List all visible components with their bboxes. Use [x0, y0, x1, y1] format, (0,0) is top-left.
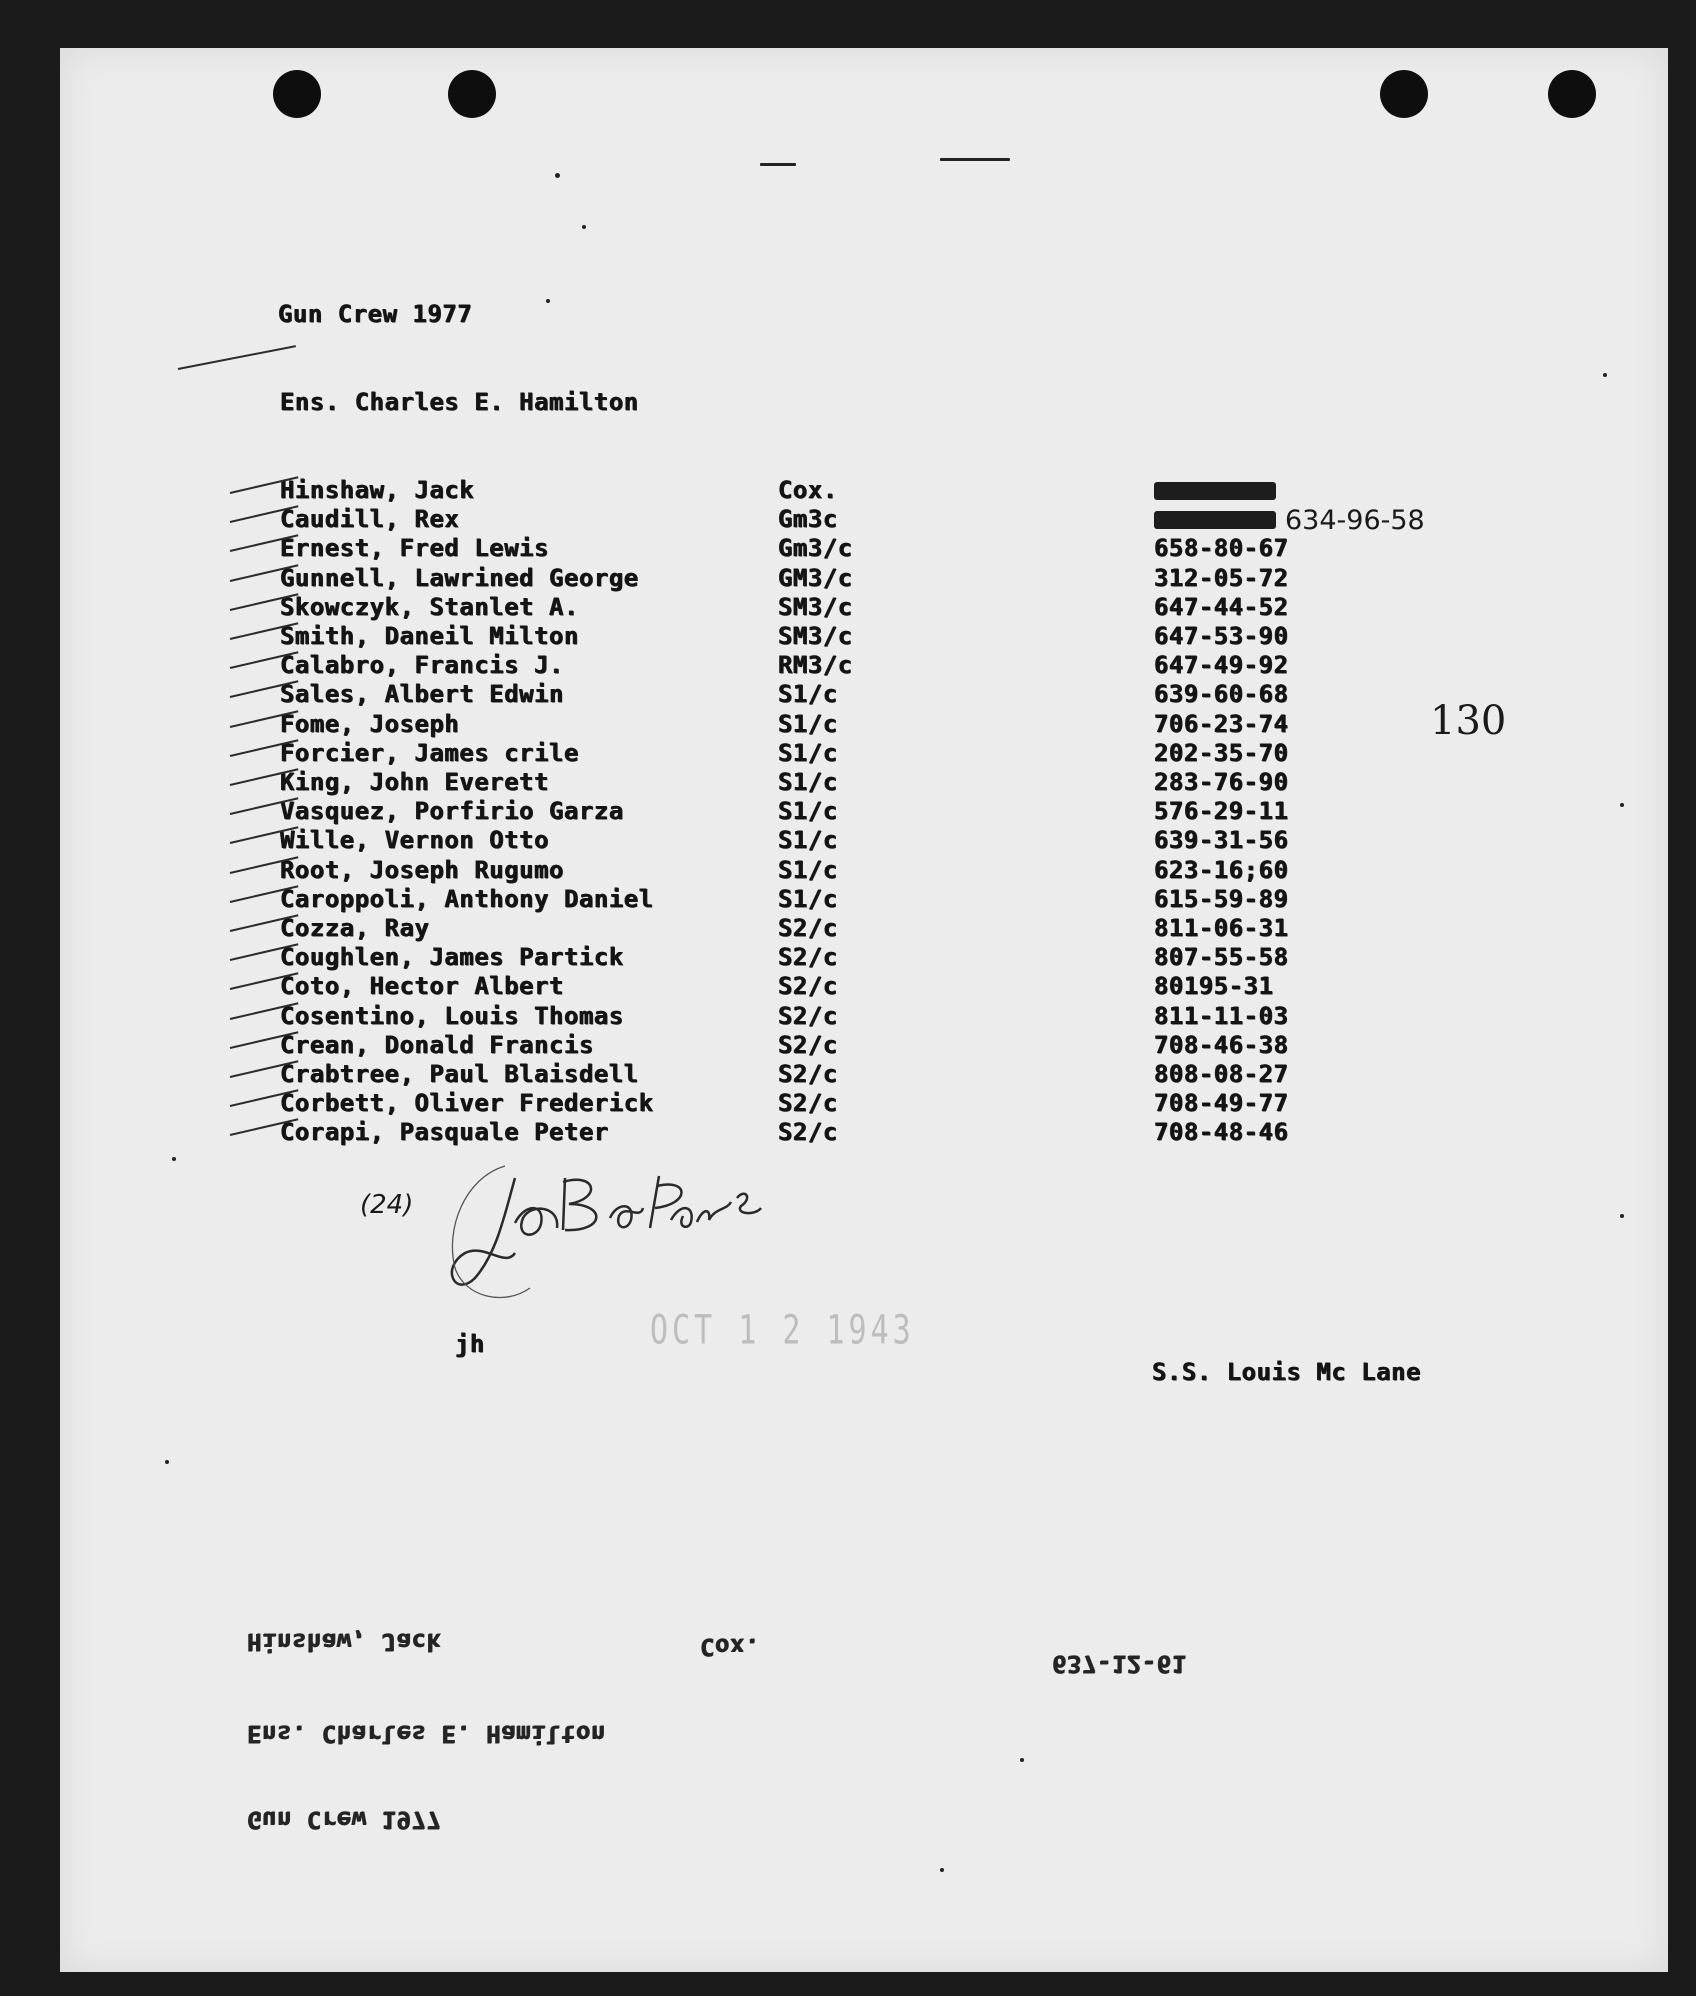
crew-service-number: 647-44-52 — [1154, 593, 1289, 621]
crew-row — [60, 826, 1560, 855]
crew-name: Crean, Donald Francis — [280, 1031, 594, 1059]
crew-rate: S1/c — [778, 826, 838, 854]
offset-line: Hinshaw, Jack — [247, 1628, 442, 1656]
crew-name: Skowczyk, Stanlet A. — [280, 593, 579, 621]
crew-service-number: 811-11-03 — [1154, 1002, 1289, 1030]
crew-service-number: 639-31-56 — [1154, 826, 1289, 854]
crew-service-number: 807-55-58 — [1154, 943, 1289, 971]
crew-name: Caudill, Rex — [280, 505, 460, 533]
offset-line: Gun Crew 1977 — [247, 1806, 442, 1834]
crew-service-number: 80195-31 — [1154, 972, 1274, 1000]
crew-row — [60, 1118, 1560, 1147]
crew-row — [60, 885, 1560, 914]
crew-name: Cozza, Ray — [280, 914, 430, 942]
crew-service-number: 623-16;60 — [1154, 856, 1289, 884]
punch-hole — [448, 70, 496, 118]
crew-name: Corapi, Pasquale Peter — [280, 1118, 609, 1146]
crew-name: King, John Everett — [280, 768, 550, 796]
crew-service-number: 708-49-77 — [1154, 1089, 1289, 1117]
crew-name: Coto, Hector Albert — [280, 972, 565, 1000]
crew-rate: SM3/c — [778, 622, 853, 650]
crew-service-number: 808-08-27 — [1154, 1060, 1289, 1088]
inked-out-number — [1154, 482, 1276, 500]
crew-service-number: 647-49-92 — [1154, 651, 1289, 679]
punch-hole — [1380, 70, 1428, 118]
ship-name: S.S. Louis Mc Lane — [1152, 1358, 1422, 1386]
crew-rate: S2/c — [778, 943, 838, 971]
crew-rate: Gm3/c — [778, 534, 853, 562]
crew-row — [60, 1031, 1560, 1060]
crew-rate: S1/c — [778, 680, 838, 708]
document-title: Gun Crew 1977 — [278, 300, 473, 328]
crew-row — [60, 914, 1560, 943]
officer-name: Ens. Charles E. Hamilton — [280, 388, 639, 416]
crew-row — [60, 622, 1560, 651]
crew-rate: S1/c — [778, 768, 838, 796]
crew-row — [60, 972, 1560, 1001]
crew-rate: S2/c — [778, 1002, 838, 1030]
crew-rate: S1/c — [778, 885, 838, 913]
crew-rate: S1/c — [778, 710, 838, 738]
punch-hole — [1548, 70, 1596, 118]
crew-rate: RM3/c — [778, 651, 853, 679]
crew-name: Root, Joseph Rugumo — [280, 856, 565, 884]
page-number: 130 — [1430, 698, 1507, 744]
crew-service-number: 576-29-11 — [1154, 797, 1289, 825]
crew-name: Hinshaw, Jack — [280, 476, 475, 504]
crew-name: Smith, Daneil Milton — [280, 622, 579, 650]
crew-rate: Cox. — [778, 476, 838, 504]
crew-rate: S2/c — [778, 1060, 838, 1088]
inked-out-number — [1154, 511, 1276, 529]
crew-name: Wille, Vernon Otto — [280, 826, 550, 854]
crew-name: Caroppoli, Anthony Daniel — [280, 885, 654, 913]
crew-rate: S2/c — [778, 1118, 838, 1146]
crew-row — [60, 710, 1560, 739]
crew-name: Corbett, Oliver Frederick — [280, 1089, 654, 1117]
offset-line: Cox. — [700, 1633, 760, 1661]
crew-service-number: 706-23-74 — [1154, 710, 1289, 738]
crew-service-number: 811-06-31 — [1154, 914, 1289, 942]
crew-row — [60, 534, 1560, 563]
crew-service-number: 639-60-68 — [1154, 680, 1289, 708]
crew-rate: Gm3c — [778, 505, 838, 533]
crew-service-number: 658-80-67 — [1154, 534, 1289, 562]
crew-name: Cosentino, Louis Thomas — [280, 1002, 624, 1030]
crew-rate: S2/c — [778, 1089, 838, 1117]
crew-name: Vasquez, Porfirio Garza — [280, 797, 624, 825]
crew-rate: S1/c — [778, 797, 838, 825]
crew-service-number: 647-53-90 — [1154, 622, 1289, 650]
crew-name: Sales, Albert Edwin — [280, 680, 565, 708]
crew-row — [60, 943, 1560, 972]
crew-row — [60, 1089, 1560, 1118]
crew-row — [60, 680, 1560, 709]
crew-rate: GM3/c — [778, 564, 853, 592]
crew-name: Fome, Joseph — [280, 710, 460, 738]
offset-line: 637-12-61 — [1052, 1650, 1187, 1678]
crew-name: Calabro, Francis J. — [280, 651, 565, 679]
crew-row — [60, 476, 1560, 505]
crew-name: Crabtree, Paul Blaisdell — [280, 1060, 639, 1088]
document-page — [60, 48, 1668, 1972]
crew-name: Gunnell, Lawrined George — [280, 564, 639, 592]
date-stamp: OCT 1 2 1943 — [650, 1306, 915, 1355]
crew-service-number: 312-05-72 — [1154, 564, 1289, 592]
crew-rate: S1/c — [778, 856, 838, 884]
crew-name: Forcier, James crile — [280, 739, 579, 767]
crew-name: Ernest, Fred Lewis — [280, 534, 550, 562]
crew-name: Coughlen, James Partick — [280, 943, 624, 971]
crew-row — [60, 797, 1560, 826]
crew-row — [60, 739, 1560, 768]
crew-row — [60, 1060, 1560, 1089]
crew-rate: S2/c — [778, 972, 838, 1000]
crew-row — [60, 1002, 1560, 1031]
offset-line: Ens. Charles E. Hamilton — [247, 1720, 606, 1748]
crew-row — [60, 768, 1560, 797]
crew-row — [60, 564, 1560, 593]
crew-row — [60, 651, 1560, 680]
crew-service-number: 708-48-46 — [1154, 1118, 1289, 1146]
count-note: (24) — [360, 1190, 414, 1220]
crew-rate: S1/c — [778, 739, 838, 767]
crew-service-number: 615-59-89 — [1154, 885, 1289, 913]
handwritten-signature — [445, 1158, 765, 1308]
crew-service-number: 202-35-70 — [1154, 739, 1289, 767]
crew-service-number: 708-46-38 — [1154, 1031, 1289, 1059]
crew-row — [60, 593, 1560, 622]
crew-rate: S2/c — [778, 914, 838, 942]
crew-service-number: 283-76-90 — [1154, 768, 1289, 796]
crew-rate: S2/c — [778, 1031, 838, 1059]
handwritten-number: 634-96-58 — [1285, 505, 1425, 536]
crew-rate: SM3/c — [778, 593, 853, 621]
crew-row — [60, 856, 1560, 885]
punch-hole — [273, 70, 321, 118]
typist-initials: jh — [455, 1330, 485, 1358]
